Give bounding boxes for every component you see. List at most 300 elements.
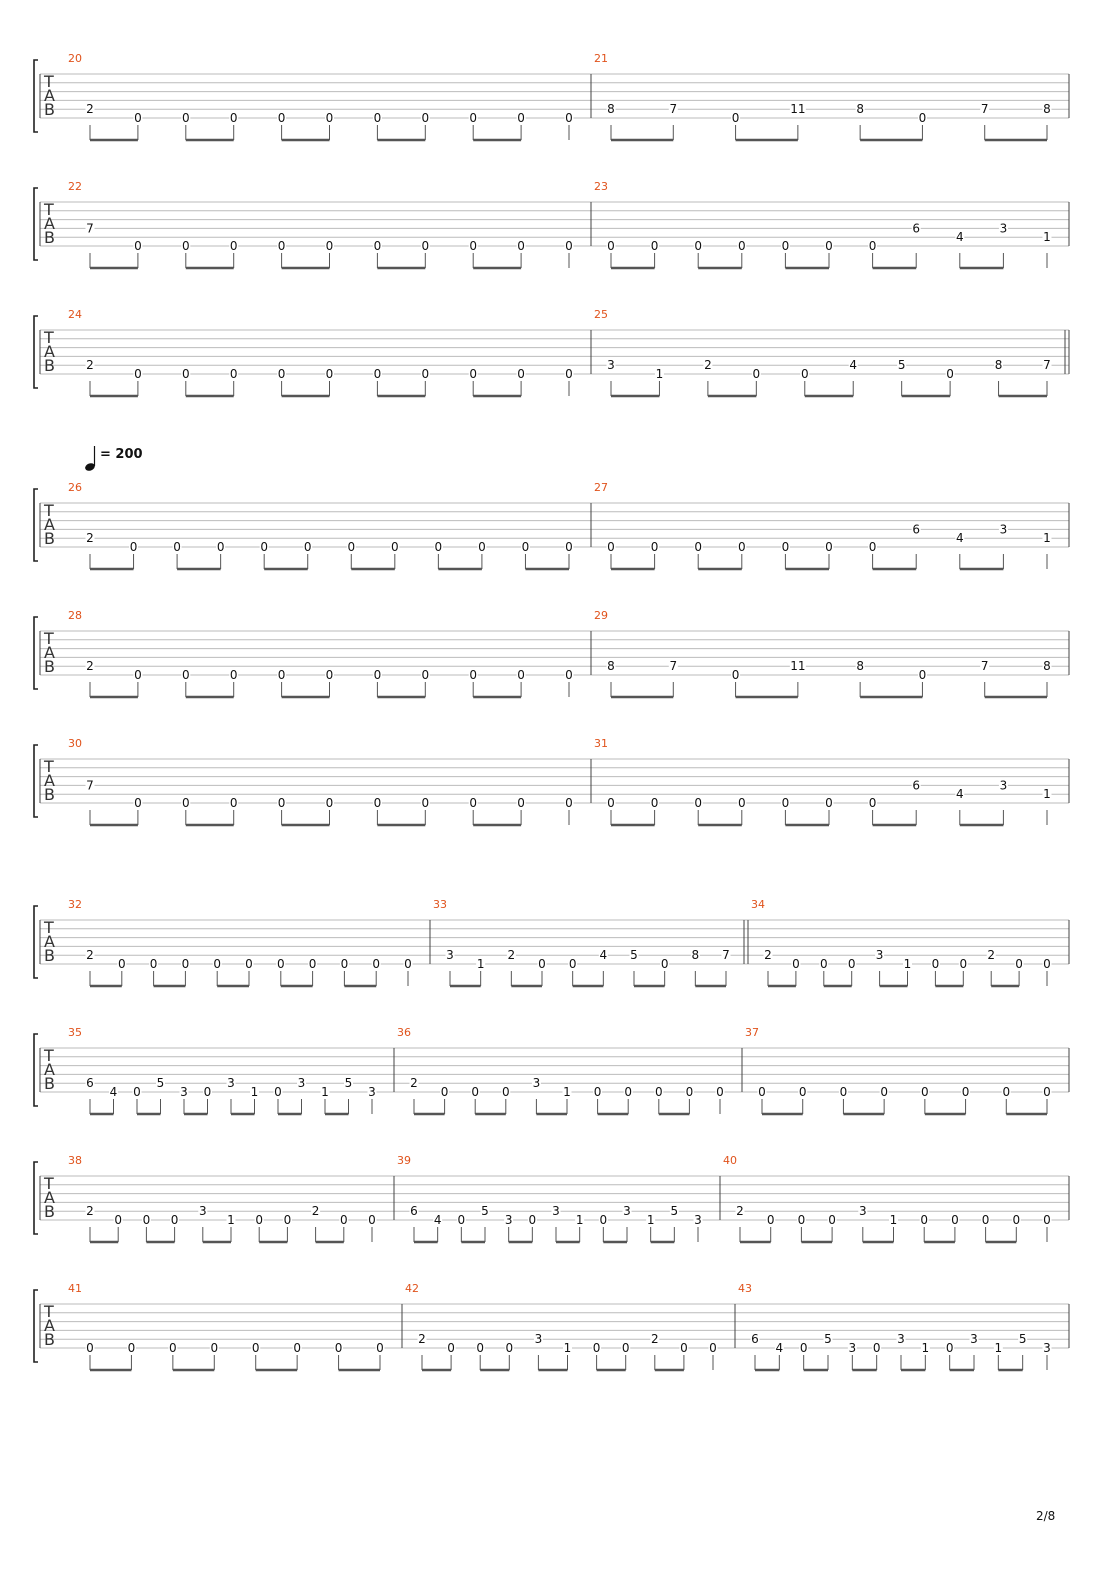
- measure: [68, 898, 413, 986]
- fret-number: 0: [607, 796, 615, 810]
- measure: [433, 898, 731, 986]
- fret-number: 2: [650, 1332, 659, 1347]
- system-bracket: [34, 617, 38, 689]
- fret-number: 3: [999, 778, 1008, 793]
- fret-number: 2: [736, 1204, 744, 1219]
- fret-number: 0: [133, 1085, 141, 1099]
- measure: [594, 52, 1052, 140]
- fret-number: 0: [476, 1341, 485, 1355]
- fret-number: 0: [931, 957, 940, 971]
- fret-number: 0: [792, 957, 800, 971]
- fret-number: 6: [912, 778, 921, 793]
- fret-number: 0: [505, 1341, 514, 1355]
- measure-number: 41: [68, 1282, 82, 1295]
- fret-number: 7: [722, 948, 730, 963]
- measure-number: 40: [723, 1154, 737, 1167]
- tab-clef-letter: T: [44, 501, 54, 520]
- fret-number: 0: [210, 1341, 219, 1355]
- fret-number: 0: [340, 957, 349, 971]
- tab-clef-letter: A: [44, 1060, 55, 1079]
- fret-number: 0: [825, 540, 833, 554]
- fret-number: 0: [213, 957, 222, 971]
- fret-number: 0: [918, 668, 927, 682]
- fret-number: 0: [86, 1341, 94, 1355]
- fret-number: 0: [737, 540, 746, 554]
- measure: [68, 1282, 385, 1370]
- fret-number: 5: [897, 358, 906, 373]
- fret-number: 0: [260, 540, 269, 554]
- fret-number: 0: [404, 957, 412, 971]
- fret-number: 5: [1018, 1332, 1027, 1347]
- fret-number: 5: [630, 948, 638, 963]
- fret-number: 0: [368, 1213, 376, 1227]
- fret-number: 4: [955, 230, 964, 245]
- system-bracket: [34, 906, 38, 978]
- fret-number: 1: [921, 1341, 930, 1355]
- fret-number: 0: [752, 367, 761, 381]
- fret-number: 0: [421, 796, 430, 810]
- measure-number: 29: [594, 609, 608, 622]
- tab-clef-letter: A: [44, 515, 55, 534]
- fret-number: 0: [303, 540, 312, 554]
- tab-clef-letter: A: [44, 86, 55, 105]
- tab-clef-letter: A: [44, 214, 55, 233]
- fret-number: 3: [534, 1332, 543, 1347]
- fret-number: 0: [325, 796, 334, 810]
- fret-number: 7: [86, 778, 94, 793]
- fret-number: 2: [704, 358, 712, 373]
- measure: [68, 308, 574, 396]
- fret-number: 3: [897, 1332, 905, 1347]
- tab-clef-letter: T: [44, 918, 54, 937]
- fret-number: 0: [229, 111, 238, 125]
- fret-number: 3: [623, 1204, 631, 1219]
- fret-number: 8: [856, 659, 864, 674]
- fret-number: 3: [848, 1341, 857, 1355]
- fret-number: 0: [680, 1341, 688, 1355]
- fret-number: 2: [86, 531, 94, 546]
- fret-number: 0: [169, 1341, 177, 1355]
- fret-number: 0: [421, 668, 430, 682]
- fret-number: 8: [691, 948, 700, 963]
- fret-number: 1: [575, 1213, 584, 1227]
- fret-number: 0: [142, 1213, 151, 1227]
- fret-number: 0: [565, 668, 573, 682]
- fret-number: 0: [421, 111, 430, 125]
- fret-number: 0: [127, 1341, 136, 1355]
- measure-number: 28: [68, 609, 82, 622]
- measure-number: 33: [433, 898, 447, 911]
- fret-number: 1: [321, 1085, 329, 1099]
- fret-number: 0: [339, 1213, 348, 1227]
- fret-number: 0: [229, 796, 238, 810]
- tab-system: [34, 1026, 1069, 1114]
- tab-clef-letter: A: [44, 932, 55, 951]
- fret-number: 0: [945, 1341, 954, 1355]
- page-number: 2/8: [1036, 1509, 1056, 1523]
- system-bracket: [34, 489, 38, 561]
- fret-number: 0: [325, 239, 334, 253]
- fret-number: 0: [731, 668, 740, 682]
- measure: [397, 1026, 725, 1114]
- measure-number: 20: [68, 52, 82, 65]
- fret-number: 0: [621, 1341, 630, 1355]
- measure-number: 30: [68, 737, 82, 750]
- fret-number: 0: [421, 367, 430, 381]
- fret-number: 3: [198, 1204, 207, 1219]
- fret-number: 4: [775, 1341, 784, 1355]
- tab-clef-letter: B: [44, 657, 55, 676]
- fret-number: 0: [847, 957, 856, 971]
- fret-number: 0: [1002, 1085, 1011, 1099]
- fret-number: 0: [839, 1085, 848, 1099]
- measure: [723, 1154, 1052, 1242]
- fret-number: 0: [709, 1341, 717, 1355]
- fret-number: 2: [987, 948, 996, 963]
- fret-number: 0: [203, 1085, 212, 1099]
- fret-number: 0: [607, 239, 615, 253]
- tab-clef-letter: T: [44, 1302, 54, 1321]
- fret-number: 0: [1043, 957, 1051, 971]
- fret-number: 0: [1012, 1213, 1021, 1227]
- fret-number: 0: [255, 1213, 264, 1227]
- fret-number: 0: [624, 1085, 633, 1099]
- measure: [68, 1154, 377, 1242]
- tab-clef-letter: T: [44, 328, 54, 347]
- tab-system: [34, 180, 1069, 268]
- fret-number: 0: [251, 1341, 260, 1355]
- tab-system: [34, 737, 1069, 825]
- fret-number: 2: [86, 102, 94, 117]
- fret-number: 0: [528, 1213, 537, 1227]
- fret-number: 0: [181, 111, 190, 125]
- fret-number: 0: [229, 367, 238, 381]
- fret-number: 3: [875, 948, 884, 963]
- fret-number: 0: [149, 957, 158, 971]
- tab-clef-letter: A: [44, 643, 55, 662]
- fret-number: 2: [86, 948, 94, 963]
- fret-number: 0: [421, 239, 430, 253]
- fret-number: 3: [858, 1204, 867, 1219]
- fret-number: 0: [469, 111, 478, 125]
- measure: [594, 609, 1052, 697]
- fret-number: 0: [650, 239, 659, 253]
- measure-number: 42: [405, 1282, 419, 1295]
- measure: [68, 1026, 377, 1114]
- fret-number: 0: [565, 796, 573, 810]
- measure: [738, 1282, 1052, 1370]
- fret-number: 0: [440, 1085, 449, 1099]
- fret-number: 0: [173, 540, 181, 554]
- fret-number: 3: [504, 1213, 513, 1227]
- fret-number: 0: [325, 111, 334, 125]
- fret-number: 0: [737, 796, 746, 810]
- fret-number: 2: [86, 358, 94, 373]
- measure-number: 25: [594, 308, 608, 321]
- fret-number: 0: [325, 367, 334, 381]
- fret-number: 0: [650, 540, 659, 554]
- tab-clef-letter: A: [44, 342, 55, 361]
- measure-number: 43: [738, 1282, 752, 1295]
- tab-clef-letter: A: [44, 1188, 55, 1207]
- fret-number: 8: [607, 102, 615, 117]
- fret-number: 0: [277, 668, 286, 682]
- measure: [68, 737, 574, 825]
- fret-number: 1: [563, 1085, 571, 1099]
- fret-number: 0: [434, 540, 443, 554]
- fret-number: 1: [476, 957, 485, 971]
- fret-number: 3: [552, 1204, 560, 1219]
- fret-number: 8: [994, 358, 1003, 373]
- fret-number: 0: [373, 668, 382, 682]
- fret-number: 8: [1043, 102, 1051, 117]
- fret-number: 4: [599, 948, 608, 963]
- fret-number: 0: [568, 957, 577, 971]
- tab-clef-letter: B: [44, 946, 55, 965]
- fret-number: 7: [669, 102, 678, 117]
- fret-number: 0: [447, 1341, 455, 1355]
- fret-number: 0: [800, 367, 809, 381]
- measure-number: 24: [68, 308, 82, 321]
- fret-number: 1: [889, 1213, 898, 1227]
- fret-number: 0: [373, 367, 382, 381]
- tab-clef-letter: A: [44, 1316, 55, 1335]
- fret-number: 0: [373, 796, 382, 810]
- tab-clef-letter: T: [44, 200, 54, 219]
- fret-number: 0: [229, 239, 238, 253]
- fret-number: 0: [981, 1213, 990, 1227]
- system-bracket: [34, 1034, 38, 1106]
- fret-number: 2: [86, 1204, 94, 1219]
- system-bracket: [34, 1162, 38, 1234]
- fret-number: 0: [134, 111, 142, 125]
- tab-clef-letter: B: [44, 529, 55, 548]
- fret-number: 0: [951, 1213, 959, 1227]
- fret-number: 0: [694, 540, 703, 554]
- fret-number: 0: [1015, 957, 1023, 971]
- fret-number: 0: [325, 668, 334, 682]
- tab-clef-letter: T: [44, 757, 54, 776]
- tab-clef-letter: B: [44, 228, 55, 247]
- fret-number: 0: [457, 1213, 466, 1227]
- fret-number: 1: [227, 1213, 235, 1227]
- fret-number: 0: [819, 957, 828, 971]
- fret-number: 0: [376, 1341, 384, 1355]
- fret-number: 1: [1043, 531, 1051, 546]
- fret-number: 3: [999, 522, 1008, 537]
- fret-number: 3: [227, 1076, 235, 1091]
- fret-number: 0: [216, 540, 225, 554]
- fret-number: 6: [912, 522, 921, 537]
- system-bracket: [34, 316, 38, 388]
- fret-number: 0: [607, 540, 615, 554]
- fret-number: 8: [607, 659, 615, 674]
- fret-number: 0: [694, 796, 703, 810]
- fret-number: 4: [109, 1085, 118, 1099]
- fret-number: 4: [955, 531, 964, 546]
- fret-number: 0: [181, 239, 190, 253]
- fret-number: 1: [994, 1341, 1003, 1355]
- fret-number: 0: [134, 367, 142, 381]
- fret-number: 0: [781, 540, 790, 554]
- fret-number: 6: [751, 1332, 759, 1347]
- measure-number: 23: [594, 180, 608, 193]
- fret-number: 0: [731, 111, 740, 125]
- fret-number: 0: [565, 111, 573, 125]
- fret-number: 0: [469, 796, 478, 810]
- fret-number: 2: [764, 948, 772, 963]
- system-bracket: [34, 1290, 38, 1362]
- fret-number: 0: [308, 957, 317, 971]
- measure: [594, 481, 1052, 569]
- fret-number: 3: [999, 221, 1008, 236]
- fret-number: 1: [1043, 787, 1051, 802]
- tab-clef-letter: B: [44, 356, 55, 375]
- fret-number: 0: [565, 367, 573, 381]
- fret-number: 0: [654, 1085, 663, 1099]
- tab-clef-letter: B: [44, 1330, 55, 1349]
- measure: [68, 609, 574, 697]
- fret-number: 1: [250, 1085, 259, 1099]
- fret-number: 7: [980, 659, 989, 674]
- fret-number: 0: [872, 1341, 881, 1355]
- tab-clef-letter: A: [44, 771, 55, 790]
- fret-number: 8: [856, 102, 864, 117]
- fret-number: 0: [517, 796, 525, 810]
- fret-number: 3: [368, 1085, 376, 1099]
- fret-number: 0: [599, 1213, 608, 1227]
- fret-number: 0: [868, 796, 877, 810]
- fret-number: 5: [481, 1204, 489, 1219]
- tab-clef-letter: T: [44, 1174, 54, 1193]
- measure-number: 39: [397, 1154, 411, 1167]
- fret-number: 0: [347, 540, 356, 554]
- fret-number: 0: [592, 1341, 601, 1355]
- fret-number: 2: [311, 1204, 320, 1219]
- tab-system: [34, 308, 1069, 396]
- measure-number: 38: [68, 1154, 82, 1167]
- fret-number: 7: [980, 102, 989, 117]
- fret-number: 0: [373, 239, 382, 253]
- fret-number: 2: [410, 1076, 418, 1091]
- fret-number: 3: [607, 358, 615, 373]
- measure-number: 31: [594, 737, 608, 750]
- fret-number: 11: [790, 102, 806, 117]
- fret-number: 0: [501, 1085, 510, 1099]
- measure: [594, 737, 1052, 825]
- tab-system: [34, 1282, 1069, 1370]
- fret-number: 0: [469, 367, 478, 381]
- fret-number: 0: [946, 367, 954, 381]
- fret-number: 0: [469, 668, 478, 682]
- fret-number: 3: [532, 1076, 541, 1091]
- fret-number: 0: [277, 111, 286, 125]
- fret-number: 7: [86, 221, 94, 236]
- fret-number: 1: [655, 367, 664, 381]
- fret-number: 0: [1043, 1085, 1051, 1099]
- fret-number: 2: [418, 1332, 426, 1347]
- fret-number: 1: [903, 957, 912, 971]
- fret-number: 0: [868, 239, 877, 253]
- fret-number: 0: [277, 367, 286, 381]
- fret-number: 0: [650, 796, 659, 810]
- fret-number: 0: [478, 540, 486, 554]
- fret-number: 6: [86, 1076, 94, 1091]
- measure-number: 36: [397, 1026, 411, 1039]
- fret-number: 0: [921, 1085, 929, 1099]
- fret-number: 4: [849, 358, 858, 373]
- fret-number: 1: [563, 1341, 572, 1355]
- fret-number: 5: [824, 1332, 832, 1347]
- fret-number: 0: [372, 957, 381, 971]
- system-bracket: [34, 188, 38, 260]
- measure-number: 37: [745, 1026, 759, 1039]
- measure-number: 35: [68, 1026, 82, 1039]
- fret-number: 2: [507, 948, 516, 963]
- fret-number: 0: [170, 1213, 179, 1227]
- measure: [751, 898, 1052, 986]
- fret-number: 5: [670, 1204, 679, 1219]
- fret-number: 0: [276, 957, 285, 971]
- tab-clef-letter: B: [44, 100, 55, 119]
- fret-number: 0: [283, 1213, 292, 1227]
- fret-number: 4: [433, 1213, 442, 1227]
- fret-number: 7: [1043, 358, 1051, 373]
- fret-number: 0: [716, 1085, 724, 1099]
- fret-number: 0: [758, 1085, 766, 1099]
- measure-number: 27: [594, 481, 608, 494]
- tab-clef-letter: T: [44, 72, 54, 91]
- fret-number: 0: [660, 957, 669, 971]
- fret-number: 0: [521, 540, 530, 554]
- tab-clef-letter: B: [44, 1202, 55, 1221]
- measure: [594, 308, 1052, 396]
- fret-number: 0: [825, 796, 833, 810]
- fret-number: 0: [517, 367, 525, 381]
- fret-number: 0: [694, 239, 703, 253]
- fret-number: 3: [180, 1085, 188, 1099]
- fret-number: 0: [471, 1085, 480, 1099]
- fret-number: 0: [593, 1085, 602, 1099]
- fret-number: 6: [410, 1204, 418, 1219]
- fret-number: 0: [797, 1213, 806, 1227]
- fret-number: 0: [961, 1085, 970, 1099]
- fret-number: 7: [669, 659, 678, 674]
- fret-number: 0: [781, 239, 790, 253]
- fret-number: 0: [1043, 1213, 1051, 1227]
- fret-number: 0: [334, 1341, 343, 1355]
- fret-number: 0: [134, 668, 142, 682]
- fret-number: 0: [117, 957, 126, 971]
- measure: [68, 180, 574, 268]
- measure: [405, 1282, 718, 1370]
- measure-number: 22: [68, 180, 82, 193]
- fret-number: 0: [181, 367, 190, 381]
- fret-number: 2: [86, 659, 94, 674]
- fret-number: 0: [538, 957, 546, 971]
- fret-number: 0: [274, 1085, 282, 1099]
- fret-number: 5: [156, 1076, 165, 1091]
- fret-number: 3: [970, 1332, 978, 1347]
- fret-number: 3: [446, 948, 454, 963]
- measure-number: 34: [751, 898, 765, 911]
- fret-number: 3: [297, 1076, 306, 1091]
- tab-clef-letter: B: [44, 1074, 55, 1093]
- fret-number: 0: [685, 1085, 694, 1099]
- fret-number: 0: [229, 668, 238, 682]
- fret-number: 0: [469, 239, 478, 253]
- fret-number: 0: [920, 1213, 929, 1227]
